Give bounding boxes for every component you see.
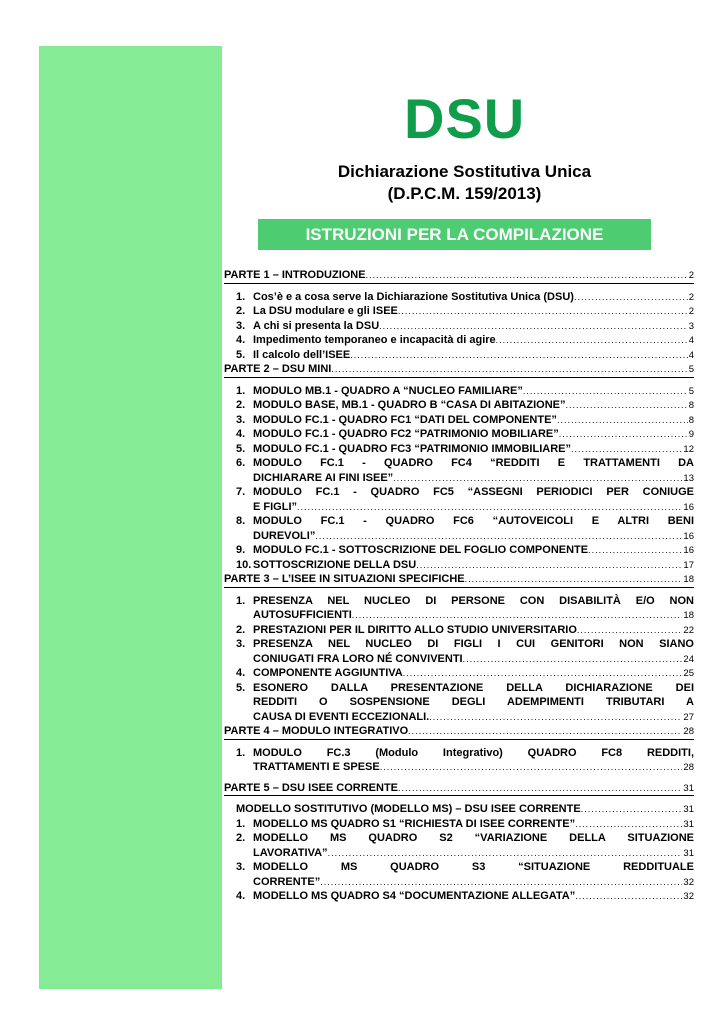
toc-entry[interactable]: 8. MODULO FC.1 - QUADRO FC6 “AUTOVEICOLI E ALTRI BENI: [236, 515, 694, 527]
toc-entry-continued[interactable]: E FIGLI” ..... 16: [224, 500, 694, 515]
toc-entry[interactable]: 2. MODULO BASE, MB.1 - QUADRO B “CASA DI ABITAZIONE” ..... 8: [224, 398, 694, 413]
toc-entry-continued[interactable]: CAUSA DI EVENTI ECCEZIONALI. ..... 27: [224, 710, 694, 725]
toc-part-3[interactable]: PARTE 3 – L’ISEE IN SITUAZIONI SPECIFICHE ..... 18: [224, 572, 694, 587]
toc-entry-continued[interactable]: TRATTAMENTI E SPESE ..... 28: [224, 760, 694, 775]
toc-entry[interactable]: 1. PRESENZA NEL NUCLEO DI PERSONE CON DISABILITÀ E/O NON: [236, 594, 694, 607]
toc-entry[interactable]: 4. COMPONENTE AGGIUNTIVA ..... 25: [224, 666, 694, 681]
toc-part-2[interactable]: PARTE 2 – DSU MINI ..... 5: [224, 362, 694, 377]
toc-part-5[interactable]: PARTE 5 – DSU ISEE CORRENTE ..... 31: [224, 781, 694, 796]
toc-entry-continued[interactable]: REDDITI O SOSPENSIONE DEGLI ADEMPIMENTI TRIBUTARI A: [253, 696, 694, 708]
toc-entry[interactable]: 1. Cos’è e a cosa serve la Dichiarazione Sostitutiva Unica (DSU) ..... 2: [224, 290, 694, 305]
document-title: DSU: [404, 87, 526, 150]
toc-entry[interactable]: 5. Il calcolo dell’ISEE ..... 4: [224, 348, 694, 363]
green-side-band: [39, 46, 222, 989]
toc-part-1[interactable]: PARTE 1 – INTRODUZIONE ..... 2: [224, 268, 694, 283]
toc-entry[interactable]: 2. La DSU modulare e gli ISEE ..... 2: [224, 304, 694, 319]
toc-entry[interactable]: 9. MODULO FC.1 - SOTTOSCRIZIONE DEL FOGLIO COMPONENTE ..... 16: [224, 543, 694, 558]
toc-entry-continued[interactable]: CORRENTE” ..... 32: [224, 875, 694, 890]
table-of-contents: [224, 268, 694, 904]
toc-entry[interactable]: 5. MODULO FC.1 - QUADRO FC3 “PATRIMONIO IMMOBILIARE” ..... 12: [224, 442, 694, 457]
toc-entry[interactable]: 4. Impedimento temporaneo e incapacità di agire ..... 4: [224, 333, 694, 348]
toc-entry[interactable]: 1. MODELLO MS QUADRO S1 “RICHIESTA DI ISEE CORRENTE” ..... 31: [224, 817, 694, 832]
toc-entry[interactable]: 7. MODULO FC.1 - QUADRO FC5 “ASSEGNI PERIODICI PER CONIUGE: [236, 486, 694, 498]
toc-entry[interactable]: 10. SOTTOSCRIZIONE DELLA DSU ..... 17: [224, 558, 694, 573]
toc-entry[interactable]: 1. MODULO FC.3 (Modulo Integrativo) QUADRO FC8 REDDITI,: [236, 746, 694, 759]
toc-entry[interactable]: 3. PRESENZA NEL NUCLEO DI FIGLI I CUI GENITORI NON SIANO: [236, 638, 694, 650]
toc-entry[interactable]: 2. MODELLO MS QUADRO S2 “VARIAZIONE DELLA SITUAZIONE: [236, 832, 694, 844]
instructions-banner: ISTRUZIONI PER LA COMPILAZIONE: [258, 219, 651, 250]
toc-entry-continued[interactable]: AUTOSUFFICIENTI ..... 18: [224, 608, 694, 623]
toc-part-4[interactable]: PARTE 4 – MODULO INTEGRATIVO ..... 28: [224, 724, 694, 739]
toc-subsection[interactable]: MODELLO SOSTITUTIVO (MODELLO MS) – DSU ISEE CORRENTE ..... 31: [224, 802, 694, 817]
toc-entry[interactable]: 1. MODULO MB.1 - QUADRO A “NUCLEO FAMILIARE” ..... 5: [224, 384, 694, 399]
toc-entry-continued[interactable]: LAVORATIVA” ..... 31: [224, 846, 694, 861]
toc-entry[interactable]: 4. MODULO FC.1 - QUADRO FC2 “PATRIMONIO MOBILIARE” ..... 9: [224, 427, 694, 442]
toc-entry[interactable]: 3. MODULO FC.1 - QUADRO FC1 “DATI DEL COMPONENTE” ..... 8: [224, 413, 694, 428]
document-subtitle: Dichiarazione Sostitutiva Unica: [337, 162, 592, 181]
toc-entry-continued[interactable]: CONIUGATI FRA LORO NÉ CONVIVENTI ..... 24: [224, 652, 694, 667]
toc-entry[interactable]: 3. MODELLO MS QUADRO S3 “SITUAZIONE REDDITUALE: [236, 861, 694, 873]
toc-entry-continued[interactable]: DUREVOLI” ..... 16: [224, 529, 694, 544]
toc-entry[interactable]: 2. PRESTAZIONI PER IL DIRITTO ALLO STUDIO UNIVERSITARIO ..... 22: [224, 623, 694, 638]
toc-entry-continued[interactable]: DICHIARARE AI FINI ISEE” ..... 13: [224, 471, 694, 486]
toc-entry[interactable]: 6. MODULO FC.1 - QUADRO FC4 “REDDITI E TRATTAMENTI DA: [236, 457, 694, 469]
document-decree: (D.P.C.M. 159/2013): [387, 184, 542, 203]
toc-entry[interactable]: 3. A chi si presenta la DSU ..... 3: [224, 319, 694, 334]
toc-entry[interactable]: 4. MODELLO MS QUADRO S4 “DOCUMENTAZIONE ALLEGATA” ..... 32: [224, 889, 694, 904]
toc-entry[interactable]: 5. ESONERO DALLA PRESENTAZIONE DELLA DICHIARAZIONE DEI: [236, 681, 694, 694]
